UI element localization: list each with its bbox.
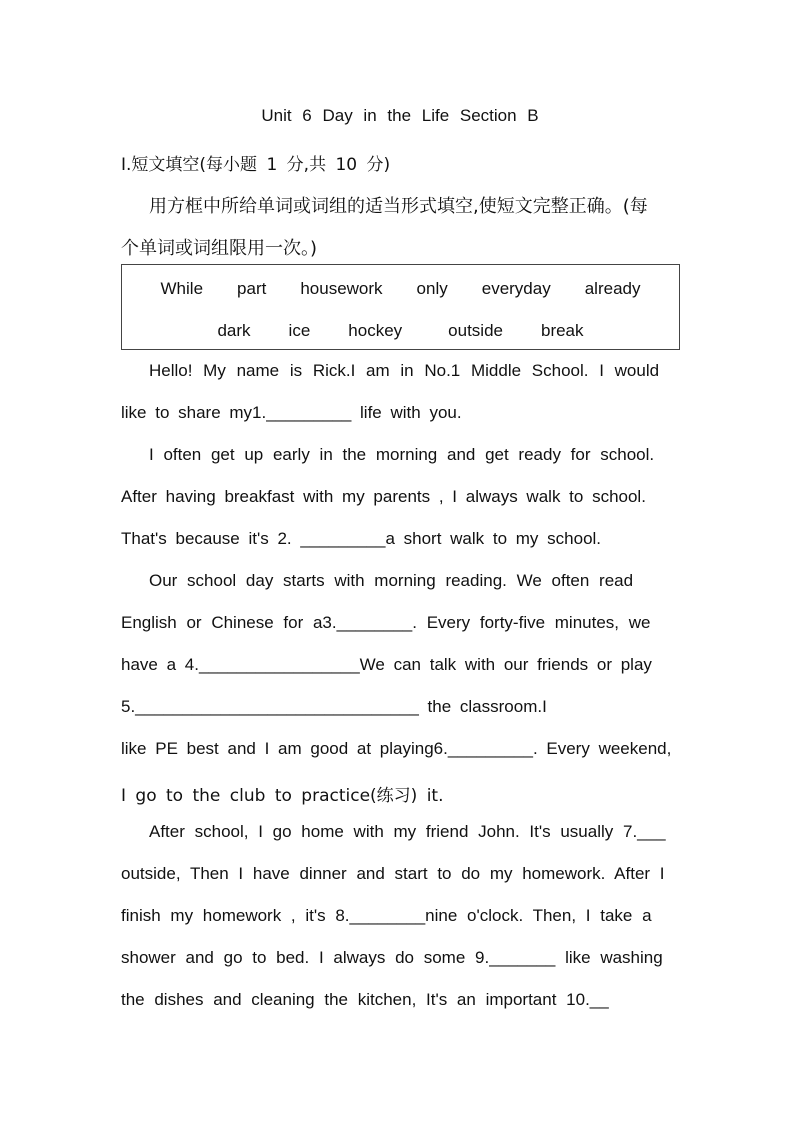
worksheet-title: Unit 6 Day in the Life Section B bbox=[261, 106, 539, 125]
passage-line: like PE best and I am good at playing6._________. Every weekend, bbox=[121, 739, 672, 758]
passage-line: That's because it's 2. _________a short walk to my school. bbox=[121, 529, 602, 548]
passage-line: finish my homework , it's 8.________nine o'clock. Then, I take a bbox=[121, 906, 652, 925]
word-option: break bbox=[540, 321, 584, 340]
word-option: everyday bbox=[481, 279, 551, 298]
word-box bbox=[121, 264, 680, 350]
passage-line: Our school day starts with morning reading. We often read bbox=[149, 571, 634, 590]
word-option: already bbox=[584, 279, 641, 298]
passage-line: shower and go to bed. I always do some 9._______ like washing bbox=[121, 948, 663, 967]
passage-line: I go to the club to practice(练习) it. bbox=[121, 786, 444, 806]
word-option: ice bbox=[288, 321, 311, 340]
passage-line: like to share my1._________ life with you. bbox=[121, 403, 462, 422]
word-option: outside bbox=[448, 321, 503, 340]
passage-line: Hello! My name is Rick.I am in No.1 Middle School. I would bbox=[149, 361, 660, 380]
word-box-row-1 bbox=[122, 279, 679, 299]
instruction-line-1: 用方框中所给单词或词组的适当形式填空,使短文完整正确。(每 bbox=[149, 196, 648, 217]
passage-line: English or Chinese for a3.________. Every forty-five minutes, we bbox=[121, 613, 651, 632]
word-option: hockey bbox=[348, 321, 403, 340]
word-option: part bbox=[237, 279, 267, 298]
passage-line: 5.______________________________ the classroom.I bbox=[121, 697, 547, 716]
word-option: only bbox=[416, 279, 448, 298]
passage-line: have a 4._________________We can talk with our friends or play bbox=[121, 655, 652, 674]
word-option: While bbox=[160, 279, 204, 298]
passage-line: outside, Then I have dinner and start to do my homework. After I bbox=[121, 864, 665, 883]
instruction-line-2: 个单词或词组限用一次。) bbox=[121, 238, 318, 259]
word-option: housework bbox=[300, 279, 383, 298]
section-heading: Ⅰ.短文填空(每小题 1 分,共 10 分) bbox=[121, 155, 391, 175]
passage-line: I often get up early in the morning and get ready for school. bbox=[149, 445, 655, 464]
word-box-row-2 bbox=[122, 321, 679, 341]
word-option: dark bbox=[217, 321, 251, 340]
passage-line: After having breakfast with my parents , I always walk to school. bbox=[121, 487, 646, 506]
passage-line: the dishes and cleaning the kitchen, It's an important 10.__ bbox=[121, 990, 609, 1009]
passage-line: After school, I go home with my friend John. It's usually 7.___ bbox=[149, 822, 666, 841]
